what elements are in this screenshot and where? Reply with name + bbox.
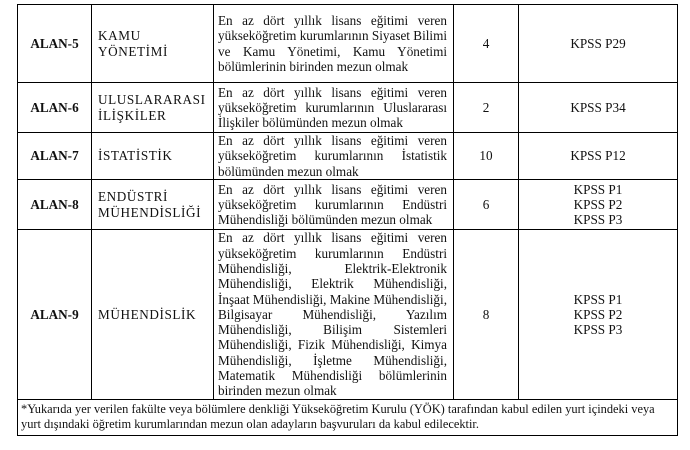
exam-code: KPSS P12 bbox=[570, 148, 626, 164]
row-code: ALAN-7 bbox=[18, 133, 92, 180]
footnote-row bbox=[18, 400, 678, 436]
positions-table bbox=[17, 4, 678, 436]
row-name: ULUSLARARASI İLİŞKİLER bbox=[92, 83, 214, 133]
exam-code: KPSS P34 bbox=[570, 99, 626, 115]
row-description: En az dört yıllık lisans eğitimi veren yükseköğretim kurumlarının Endüstri Mühendisliği bölümünden mezun olmak bbox=[214, 180, 454, 230]
row-exams bbox=[519, 230, 678, 400]
exam-code: KPSS P3 bbox=[573, 212, 623, 228]
row-description: En az dört yıllık lisans eğitimi veren yükseköğretim kurumlarının Uluslararası İlişkiler bölümünden mezun olmak bbox=[214, 83, 454, 133]
row-quota: 10 bbox=[454, 133, 519, 180]
table-row bbox=[18, 230, 678, 400]
row-description: En az dört yıllık lisans eğitimi veren yükseköğretim kurumlarının Siyaset Bilimi ve Kamu Yönetimi, Kamu Yönetimi bölümlerinin birinden mezun olmak bbox=[214, 5, 454, 83]
exam-code: KPSS P2 bbox=[573, 306, 623, 322]
row-description: En az dört yıllık lisans eğitimi veren yükseköğretim kurumlarının Endüstri Mühendisliği, Elektrik-Elektronik Mühendisliği, Elektrik Mühendisliği, İnşaat Mühendisliği, Makine Mühendisliği, Bilgisayar Mühendisliği, Yazılım Mühendisliği, Bilişim Sistemleri Mühendisliği, Fizik Mühendisliği, Kimya Mühendisliği, İşletme Mühendisliği, Matematik Mühendisliği bölümlerinin birinden mezun olmak bbox=[214, 230, 454, 400]
row-code: ALAN-9 bbox=[18, 230, 92, 400]
row-code: ALAN-5 bbox=[18, 5, 92, 83]
table-row bbox=[18, 5, 678, 83]
row-quota: 6 bbox=[454, 180, 519, 230]
exam-code: KPSS P1 bbox=[573, 291, 623, 307]
footnote: *Yukarıda yer verilen fakülte veya bölümlere denkliği Yükseköğretim Kurulu (YÖK) tarafından kabul edilen yurt içindeki veya yurt dışındaki öğretim kurumlarından mezun olan adayların başvuruları da kabul edilecektir. bbox=[18, 400, 678, 436]
exam-code: KPSS P3 bbox=[573, 322, 623, 338]
row-name: ENDÜSTRİ MÜHENDİSLİĞİ bbox=[92, 180, 214, 230]
exam-code: KPSS P1 bbox=[573, 181, 623, 197]
row-name: İSTATİSTİK bbox=[92, 133, 214, 180]
row-quota: 4 bbox=[454, 5, 519, 83]
exam-code: KPSS P29 bbox=[570, 35, 626, 51]
row-name: KAMU YÖNETİMİ bbox=[92, 5, 214, 83]
positions-table-body bbox=[18, 5, 678, 436]
row-code: ALAN-8 bbox=[18, 180, 92, 230]
row-name: MÜHENDİSLİK bbox=[92, 230, 214, 400]
row-code: ALAN-6 bbox=[18, 83, 92, 133]
row-description: En az dört yıllık lisans eğitimi veren yükseköğretim kurumlarının İstatistik bölümünden mezun olmak bbox=[214, 133, 454, 180]
exam-code: KPSS P2 bbox=[573, 196, 623, 212]
table-row bbox=[18, 180, 678, 230]
row-quota: 2 bbox=[454, 83, 519, 133]
row-exams bbox=[519, 180, 678, 230]
row-exams bbox=[519, 133, 678, 180]
table-row bbox=[18, 133, 678, 180]
row-exams bbox=[519, 83, 678, 133]
table-row bbox=[18, 83, 678, 133]
row-quota: 8 bbox=[454, 230, 519, 400]
row-exams bbox=[519, 5, 678, 83]
